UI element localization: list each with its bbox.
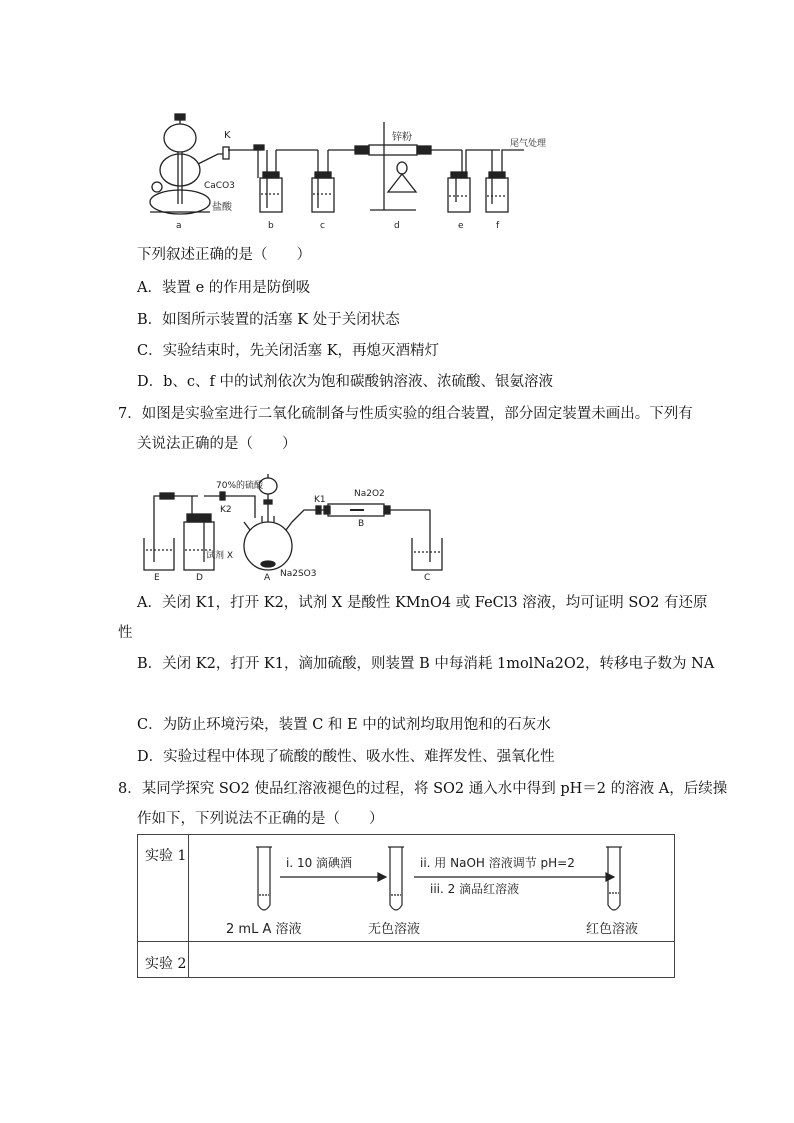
- q7-option-c: C．为防止环境污染，装置 C 和 E 中的试剂均取用饱和的石灰水: [137, 717, 551, 733]
- step-ii-label: ii. 用 NaOH 溶液调节 pH=2: [420, 856, 575, 870]
- row-divider: [138, 941, 674, 942]
- q7-option-a-line2: 性: [118, 625, 133, 641]
- label-f: f: [496, 221, 500, 231]
- label-tail-gas: 尾气处理: [510, 139, 547, 149]
- step-i-label: i. 10 滴碘酒: [286, 856, 353, 870]
- label-zinc: 锌粉: [392, 132, 412, 143]
- row-label-experiment-2: 实验 2: [145, 956, 187, 972]
- step-iii-label: iii. 2 滴品红溶液: [430, 882, 520, 896]
- label-na2o2: Na2O2: [354, 489, 385, 499]
- label-e: E: [154, 573, 160, 583]
- q8-stem-line1: 8．某同学探究 SO2 使品红溶液褪色的过程，将 SO2 通入水中得到 pH＝2 的溶液 A，后续操: [118, 781, 728, 797]
- experiment-table: [137, 834, 675, 978]
- q6-option-b: B．如图所示装置的活塞 K 处于关闭状态: [137, 312, 400, 328]
- label-c: c: [320, 221, 325, 231]
- q7-stem-line1: 7．如图是实验室进行二氧化硫制备与性质实验的组合装置，部分固定装置未画出。下列有: [118, 406, 693, 422]
- q6-option-a: A．装置 e 的作用是防倒吸: [137, 280, 311, 296]
- label-d: d: [394, 221, 400, 231]
- q7-option-d: D．实验过程中体现了硫酸的酸性、吸水性、难挥发性、强氧化性: [137, 749, 555, 765]
- q7-option-a-line1: A．关闭 K1，打开 K2，试剂 X 是酸性 KMnO4 或 FeCl3 溶液，均可证明 SO2 有还原: [137, 595, 708, 611]
- label-c: C: [424, 573, 431, 583]
- q7-option-b: B．关闭 K2，打开 K1，滴加硫酸，则装置 B 中每消耗 1molNa2O2，转移电子数为 NA: [137, 656, 715, 672]
- label-a: a: [176, 221, 182, 231]
- label-k2: K2: [220, 505, 232, 515]
- row-label-experiment-1: 实验 1: [145, 848, 187, 864]
- label-hcl: 盐酸: [212, 202, 232, 213]
- label-d: D: [196, 573, 203, 583]
- column-divider: [188, 835, 189, 977]
- tube-1-label: 2 mL A 溶液: [226, 922, 302, 937]
- label-na2so3: Na2SO3: [280, 569, 317, 579]
- tube-3-label: 红色溶液: [586, 922, 639, 937]
- label-e: e: [458, 221, 464, 231]
- label-b: b: [268, 221, 274, 231]
- apparatus-figure-q7: [140, 466, 450, 584]
- label-k1: K1: [314, 495, 326, 505]
- label-sulfuric-acid: 70%的硫酸: [216, 481, 264, 491]
- label-b: B: [358, 519, 365, 529]
- q6-option-d: D．b、c、f 中的试剂依次为饱和碳酸钠溶液、浓硫酸、银氨溶液: [137, 374, 554, 390]
- label-k: K: [224, 130, 231, 141]
- label-reagent-x: 试剂 X: [206, 551, 234, 561]
- label-caco3: CaCO3: [204, 181, 235, 191]
- label-a: A: [264, 573, 271, 583]
- apparatus-figure-q6: [140, 112, 547, 232]
- q6-option-c: C．实验结束时，先关闭活塞 K，再熄灭酒精灯: [137, 343, 440, 359]
- experiment-1-diagram: [190, 837, 674, 939]
- tube-2-label: 无色溶液: [368, 922, 421, 937]
- q6-stem: 下列叙述正确的是（ ）: [137, 247, 311, 263]
- q7-stem-line2: 关说法正确的是（ ）: [137, 436, 297, 452]
- q8-stem-line2: 作如下，下列说法不正确的是（ ）: [137, 811, 384, 827]
